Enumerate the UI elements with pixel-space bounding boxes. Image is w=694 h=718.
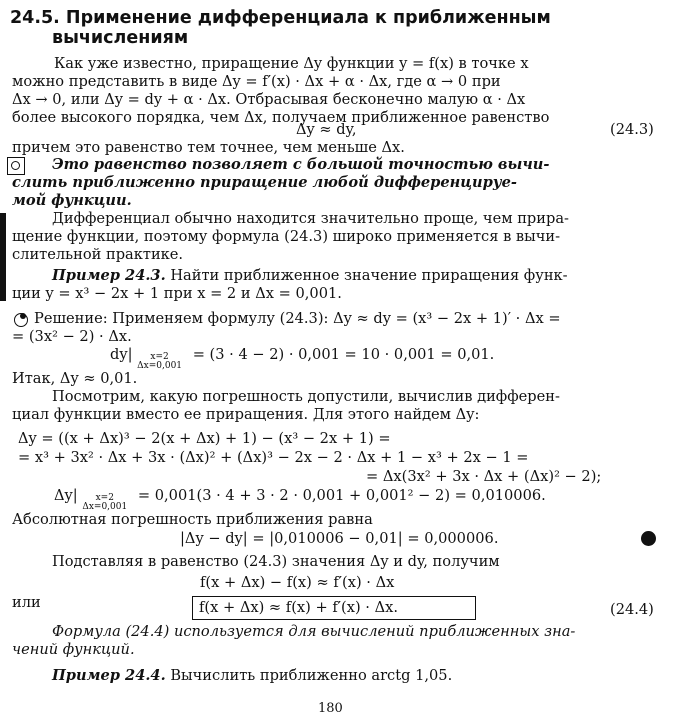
para2-line-1: Дифференциал обычно находится значительно проще, чем прира- bbox=[52, 210, 569, 227]
solution-line-4: Посмотрим, какую погрешность допустили, вычислив дифферен- bbox=[52, 388, 560, 405]
intro-line-3: Δx → 0, или Δy = dy + α · Δx. Отбрасывая бесконечно малую α · Δx bbox=[12, 91, 526, 108]
para2-line-2: щение функции, поэтому формула (24.3) широко применяется в вычи- bbox=[12, 228, 561, 245]
formula-24-4-box bbox=[192, 596, 476, 620]
solution-line-1: Решение: Применяем формулу (24.3): Δy ≈ dy = (x³ − 2x + 1)′ · Δx = bbox=[34, 310, 561, 327]
derivation-line-2: = x³ + 3x² · Δx + 3x · (Δx)² + (Δx)³ − 2x − 2 · Δx + 1 − x³ + 2x − 1 = bbox=[18, 449, 529, 466]
eval-sub-bottom: Δx=0,001 bbox=[137, 361, 183, 371]
formula-24-4: f(x + Δx) ≈ f(x) + f′(x) · Δx. bbox=[199, 599, 398, 616]
equation-24-3: Δy ≈ dy, bbox=[296, 121, 357, 138]
intro-line-4: более высокого порядка, чем Δx, получаем приближенное равенство bbox=[12, 109, 550, 126]
example-24-3 bbox=[52, 267, 568, 285]
section-title-line1: Применение дифференциала к приближенным bbox=[65, 8, 551, 28]
delta-y-eval-lhs: Δy| bbox=[54, 487, 78, 504]
solution-line-5: циал функции вместо ее приращения. Для этого найдем Δy: bbox=[12, 406, 480, 423]
important-note-icon bbox=[7, 157, 25, 175]
solution-line-3: Итак, Δy ≈ 0,01. bbox=[12, 370, 138, 387]
delta-y-sub-bottom: Δx=0,001 bbox=[82, 502, 128, 512]
delta-y-eval-subscript bbox=[82, 494, 127, 512]
derivation-line-3: = Δx(3x² + 3x · Δx + (Δx)² − 2); bbox=[366, 468, 602, 485]
example-24-4-text: Вычислить приближенно arctg 1,05. bbox=[170, 667, 453, 684]
note-line-1: Это равенство позволяет с большой точностью вычи- bbox=[52, 156, 550, 173]
intro-line-2: можно представить в виде Δy = f′(x) · Δx + α · Δx, где α → 0 при bbox=[12, 73, 501, 90]
eval-sub-top: x=2 bbox=[150, 352, 169, 362]
substitution-line: Подставляя в равенство (24.3) значения Δy и dy, получим bbox=[52, 553, 500, 570]
dy-evaluation bbox=[110, 346, 494, 371]
dy-eval-rhs: = (3 · 4 − 2) · 0,001 = 10 · 0,001 = 0,01. bbox=[192, 346, 495, 363]
page-number: 180 bbox=[318, 701, 343, 716]
example-24-4-label: Пример 24.4. bbox=[52, 667, 166, 684]
margin-bullet bbox=[641, 531, 656, 546]
formula-usage-line-1: Формула (24.4) используется для вычислений приближенных зна- bbox=[52, 623, 576, 640]
or-connector: или bbox=[12, 594, 41, 611]
equation-number-24-4: (24.4) bbox=[610, 601, 654, 618]
note-line-2: слить приближенно приращение любой дифференцируе- bbox=[12, 174, 517, 191]
example-24-4 bbox=[52, 667, 452, 685]
delta-y-sub-top: x=2 bbox=[95, 493, 114, 503]
intro-line-5: причем это равенство тем точнее, чем меньше Δx. bbox=[12, 139, 405, 156]
example-text-line-2: ции y = x³ − 2x + 1 при x = 2 и Δx = 0,001. bbox=[12, 285, 342, 302]
abs-error-intro: Абсолютная погрешность приближения равна bbox=[12, 511, 373, 528]
section-title-line2: вычислениям bbox=[52, 28, 189, 48]
abs-error-equation: |Δy − dy| = |0,010006 − 0,01| = 0,000006. bbox=[180, 530, 499, 547]
equation-number-24-3: (24.3) bbox=[610, 121, 654, 138]
dy-eval-lhs: dy| bbox=[110, 346, 133, 363]
eval-subscript bbox=[137, 353, 182, 371]
delta-y-eval-rhs: = 0,001(3 · 4 + 3 · 2 · 0,001 + 0,001² − 2) = 0,010006. bbox=[137, 487, 546, 504]
derivation-line-1: Δy = ((x + Δx)³ − 2(x + Δx) + 1) − (x³ − 2x + 1) = bbox=[18, 430, 391, 447]
formula-usage-line-2: чений функций. bbox=[12, 641, 135, 658]
page-edge-shadow bbox=[0, 213, 6, 301]
delta-y-evaluation bbox=[54, 487, 546, 512]
example-label: Пример 24.3. bbox=[52, 267, 166, 284]
approx-difference-equation: f(x + Δx) − f(x) ≈ f′(x) · Δx bbox=[200, 574, 395, 591]
note-line-3: мой функции. bbox=[12, 192, 132, 209]
para2-line-3: слительной практике. bbox=[12, 246, 184, 263]
solution-line-2: = (3x² − 2) · Δx. bbox=[12, 328, 132, 345]
section-number: 24.5. bbox=[10, 8, 60, 28]
intro-line-1: Как уже известно, приращение Δy функции y = f(x) в точке x bbox=[54, 55, 529, 72]
section-heading bbox=[10, 8, 551, 28]
example-text-line-1: Найти приближенное значение приращения функ- bbox=[170, 267, 568, 284]
solution-icon bbox=[14, 313, 28, 327]
